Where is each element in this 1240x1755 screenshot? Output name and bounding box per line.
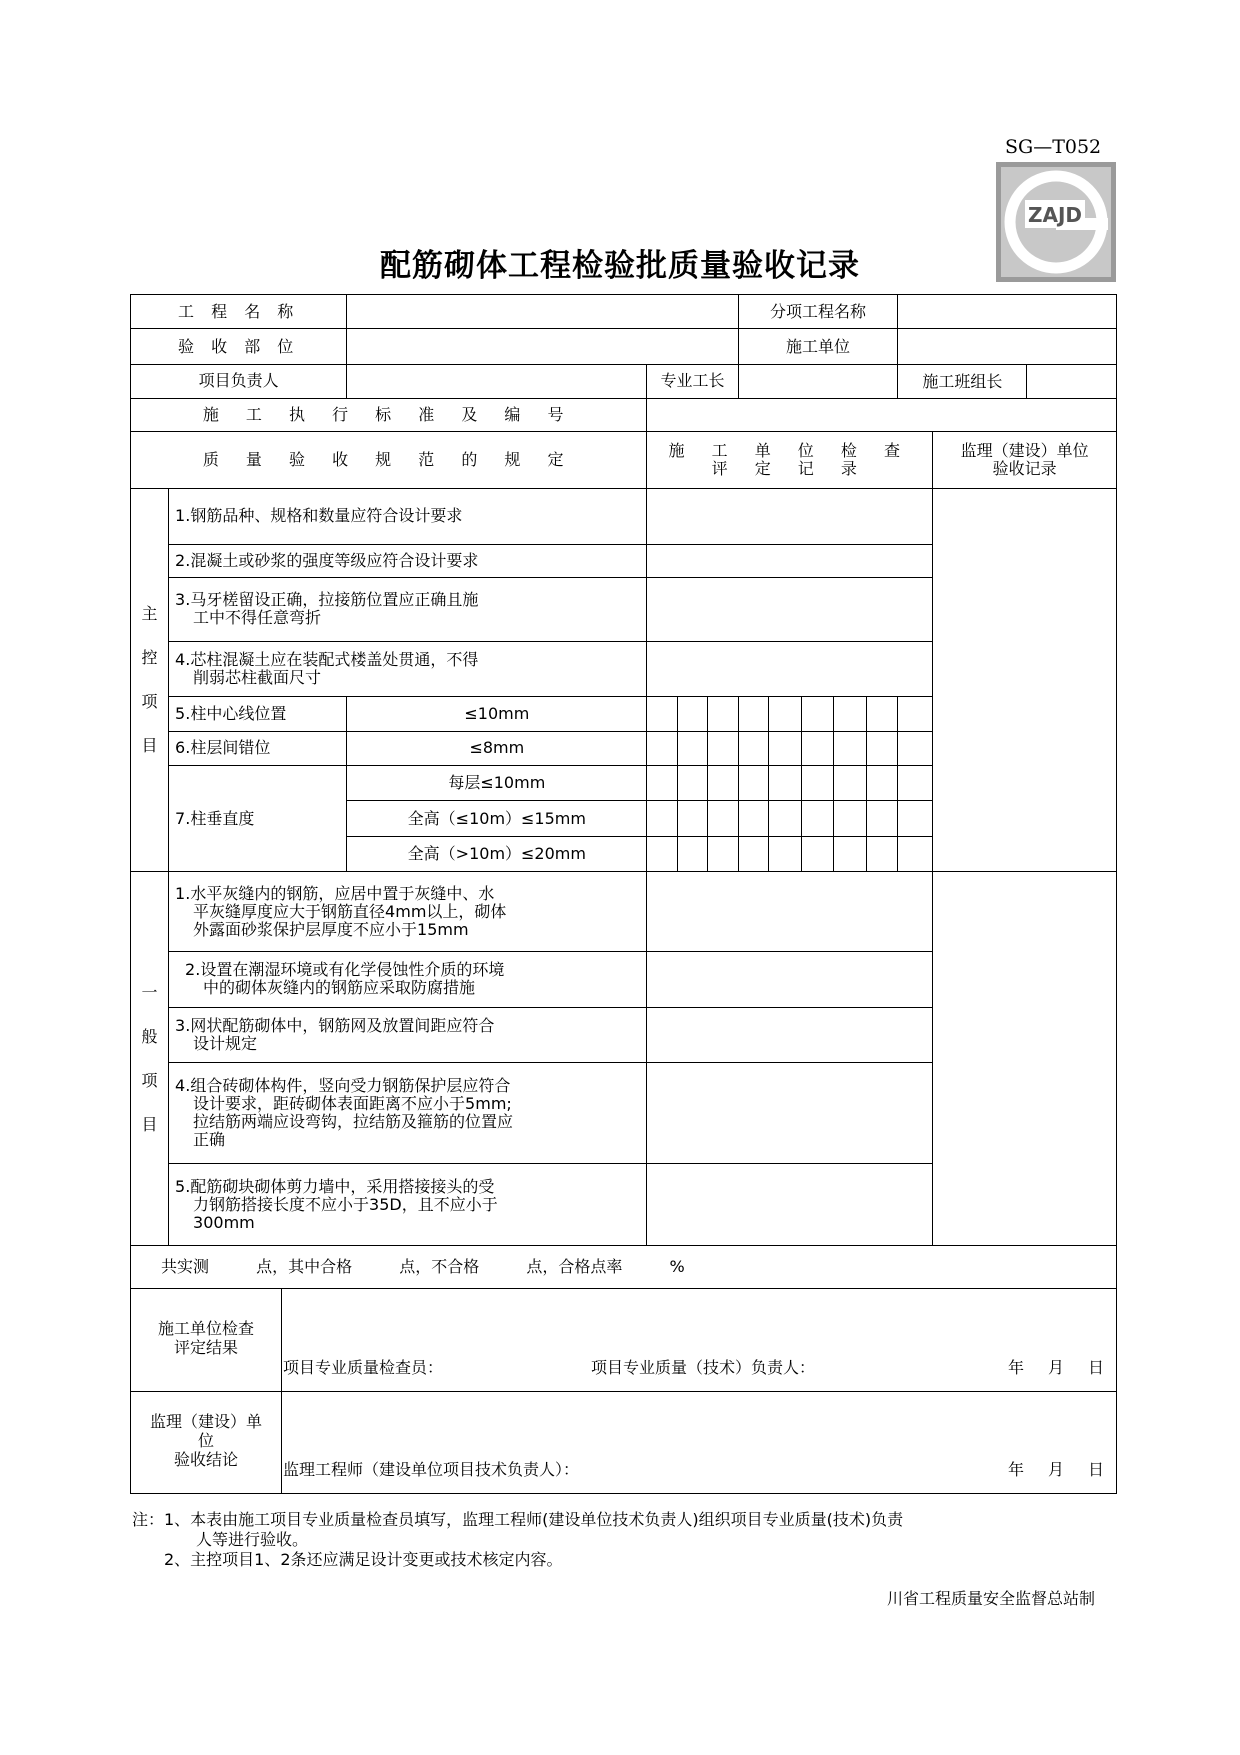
summary-row: 共实测 点，其中合格 点，不合格 点，合格点率 %: [131, 1246, 1117, 1288]
project-name-value[interactable]: [347, 295, 738, 329]
measure-cell[interactable]: [801, 836, 834, 871]
main-item-4: 4.芯柱混凝土应在装配式楼盖处贯通，不得 削弱芯柱截面尺寸: [169, 641, 647, 697]
measure-cell[interactable]: [769, 766, 802, 801]
supervision-result-row: [131, 1391, 1117, 1493]
measure-cell[interactable]: [647, 731, 677, 765]
svg-text:ZAJD: ZAJD: [1027, 203, 1083, 227]
measure-cell[interactable]: [677, 731, 707, 765]
measure-cell[interactable]: [898, 801, 933, 836]
standard-label: 施 工 执 行 标 准 及 编 号: [131, 399, 647, 432]
project-name-label: 工 程 名 称: [131, 295, 347, 329]
supervision-result-label: 监理（建设）单 位 验收结论: [149, 1411, 262, 1469]
main-item-1: 1.钢筋品种、规格和数量应符合设计要求: [169, 489, 647, 545]
measure-cell[interactable]: [898, 697, 933, 731]
measure-cell[interactable]: [708, 836, 738, 871]
measure-cell[interactable]: [866, 731, 898, 765]
measure-cell[interactable]: [738, 766, 768, 801]
quality-inspector-label: 项目专业质量检查员：: [283, 1357, 444, 1377]
project-manager-value[interactable]: [347, 364, 647, 398]
measure-cell[interactable]: [898, 731, 933, 765]
general-item-3: 3.网状配筋砌体中，钢筋网及放置间距应符合 设计规定: [169, 1007, 647, 1063]
measure-cell[interactable]: [834, 836, 867, 871]
construction-unit-value[interactable]: [898, 329, 1117, 364]
general-item-4-record[interactable]: [647, 1063, 933, 1164]
measure-cell[interactable]: [677, 836, 707, 871]
general-item-1-record[interactable]: [647, 872, 933, 952]
team-leader-value[interactable]: [1027, 365, 1116, 398]
main-item-3-record[interactable]: [647, 578, 933, 642]
measure-cell[interactable]: [866, 697, 898, 731]
supervision-header: 监理（建设）单位 验收记录: [933, 432, 1117, 489]
measure-cell[interactable]: [801, 766, 834, 801]
construction-unit-label: 施工单位: [738, 329, 898, 364]
measure-cell[interactable]: [866, 836, 898, 871]
measure-cell[interactable]: [677, 766, 707, 801]
main-item-2-record[interactable]: [647, 544, 933, 577]
measure-cell[interactable]: [801, 731, 834, 765]
form-code: SG—T052: [1005, 136, 1102, 158]
measure-cell[interactable]: [708, 766, 738, 801]
construction-date: 年 月 日: [1007, 1357, 1104, 1377]
measure-cell[interactable]: [898, 836, 933, 871]
measure-cell[interactable]: [738, 801, 768, 836]
note-line: 2、主控项目1、2条还应满足设计变更或技术核定内容。: [132, 1550, 563, 1569]
subproject-name-value[interactable]: [898, 295, 1117, 329]
measure-cell[interactable]: [834, 697, 867, 731]
acceptance-part-value[interactable]: [347, 329, 738, 364]
technical-lead-label: 项目专业质量（技术）负责人：: [591, 1357, 816, 1377]
team-leader-label: 施工班组长: [898, 365, 1027, 398]
main-item-7-label: 7.柱垂直度: [169, 766, 347, 872]
main-control-label: 主 控 项 目: [131, 489, 169, 872]
measure-cell[interactable]: [677, 697, 707, 731]
standard-value[interactable]: [647, 399, 1117, 432]
measure-cell[interactable]: [801, 801, 834, 836]
measure-cell[interactable]: [647, 697, 677, 731]
measure-cell[interactable]: [769, 731, 802, 765]
construction-result-label: 施工单位检查 评定结果: [157, 1318, 254, 1357]
team-leader-cell: [898, 364, 1117, 398]
main-supervision-record[interactable]: [933, 489, 1117, 872]
main-item-6-label: 6.柱层间错位: [169, 731, 347, 765]
measure-cell[interactable]: [738, 697, 768, 731]
main-item-1-record[interactable]: [647, 489, 933, 545]
construction-result-row: [131, 1288, 1117, 1391]
measure-cell[interactable]: [738, 731, 768, 765]
general-item-2: 2.设置在潮湿环境或有化学侵蚀性介质的环境 中的砌体灰缝内的钢筋应采取防腐措施: [169, 952, 647, 1008]
measure-cell[interactable]: [769, 836, 802, 871]
inspection-form-table: [130, 294, 1117, 1494]
general-item-1: 1.水平灰缝内的钢筋，应居中置于灰缝中、水 平灰缝厚度应大于钢筋直径4mm以上，砌体 外露面砂浆保护层厚度不应小于15mm: [169, 872, 647, 952]
main-item-3: 3.马牙槎留设正确，拉接筋位置应正确且施 工中不得任意弯折: [169, 578, 647, 642]
general-item-4: 4.组合砖砌体构件，竖向受力钢筋保护层应符合 设计要求，距砖砌体表面距离不应小于5mm; 拉结筋两端应设弯钩，拉结筋及箍筋的位置应 正确: [169, 1063, 647, 1164]
measure-cell[interactable]: [677, 801, 707, 836]
subproject-name-label: 分项工程名称: [738, 295, 898, 329]
issuer-footer: 川省工程质量安全监督总站制: [887, 1589, 1096, 1608]
measure-cell[interactable]: [769, 801, 802, 836]
measure-cell[interactable]: [898, 766, 933, 801]
supervision-date: 年 月 日: [1007, 1460, 1104, 1479]
measure-cell[interactable]: [708, 697, 738, 731]
main-item-4-record[interactable]: [647, 641, 933, 697]
general-item-5: 5.配筋砌块砌体剪力墙中，采用搭接接头的受 力钢筋搭接长度不应小于35D，且不应小于 300mm: [169, 1164, 647, 1246]
acceptance-part-label: 验 收 部 位: [131, 329, 347, 364]
spec-header: 质 量 验 收 规 范 的 规 定: [131, 432, 647, 489]
main-item-7-limit-total-low: 全高（≤10m）≤15mm: [347, 801, 647, 836]
measure-cell[interactable]: [647, 836, 677, 871]
measure-cell[interactable]: [866, 766, 898, 801]
supervision-engineer-label: 监理工程师（建设单位项目技术负责人）：: [283, 1460, 580, 1479]
measure-cell[interactable]: [647, 801, 677, 836]
measure-cell[interactable]: [708, 731, 738, 765]
project-manager-label: 项目负责人: [131, 364, 347, 398]
measure-cell[interactable]: [647, 766, 677, 801]
general-supervision-record[interactable]: [933, 872, 1117, 1246]
foreman-value[interactable]: [738, 364, 898, 398]
main-item-5-limit: ≤10mm: [347, 697, 647, 731]
record-header: 施 工 单 位 检 查 评 定 记 录: [647, 432, 933, 489]
measure-cell[interactable]: [834, 766, 867, 801]
measure-cell[interactable]: [801, 697, 834, 731]
foreman-label: 专业工长: [647, 364, 738, 398]
main-item-7-limit-floor: 每层≤10mm: [347, 766, 647, 801]
general-item-3-record[interactable]: [647, 1007, 933, 1063]
main-item-7-limit-total-high: 全高（>10m）≤20mm: [347, 836, 647, 871]
general-label: 一 般 项 目: [131, 872, 169, 1246]
measure-cell[interactable]: [834, 731, 867, 765]
notes: [132, 1510, 903, 1570]
measure-cell[interactable]: [866, 801, 898, 836]
main-item-5-label: 5.柱中心线位置: [169, 697, 347, 731]
main-item-6-limit: ≤8mm: [347, 731, 647, 765]
measure-cell[interactable]: [769, 697, 802, 731]
note-line: 注：1、本表由施工项目专业质量检查员填写，监理工程师(建设单位技术负责人)组织项目专业质量(技术)负责: [132, 1510, 904, 1529]
main-item-2: 2.混凝土或砂浆的强度等级应符合设计要求: [169, 544, 647, 577]
measure-cell[interactable]: [708, 801, 738, 836]
page-title: 配筋砌体工程检验批质量验收记录: [380, 248, 860, 284]
note-line: 人等进行验收。: [132, 1530, 309, 1549]
measure-cell[interactable]: [738, 836, 768, 871]
general-item-2-record[interactable]: [647, 952, 933, 1008]
general-item-5-record[interactable]: [647, 1164, 933, 1246]
measure-cell[interactable]: [834, 801, 867, 836]
